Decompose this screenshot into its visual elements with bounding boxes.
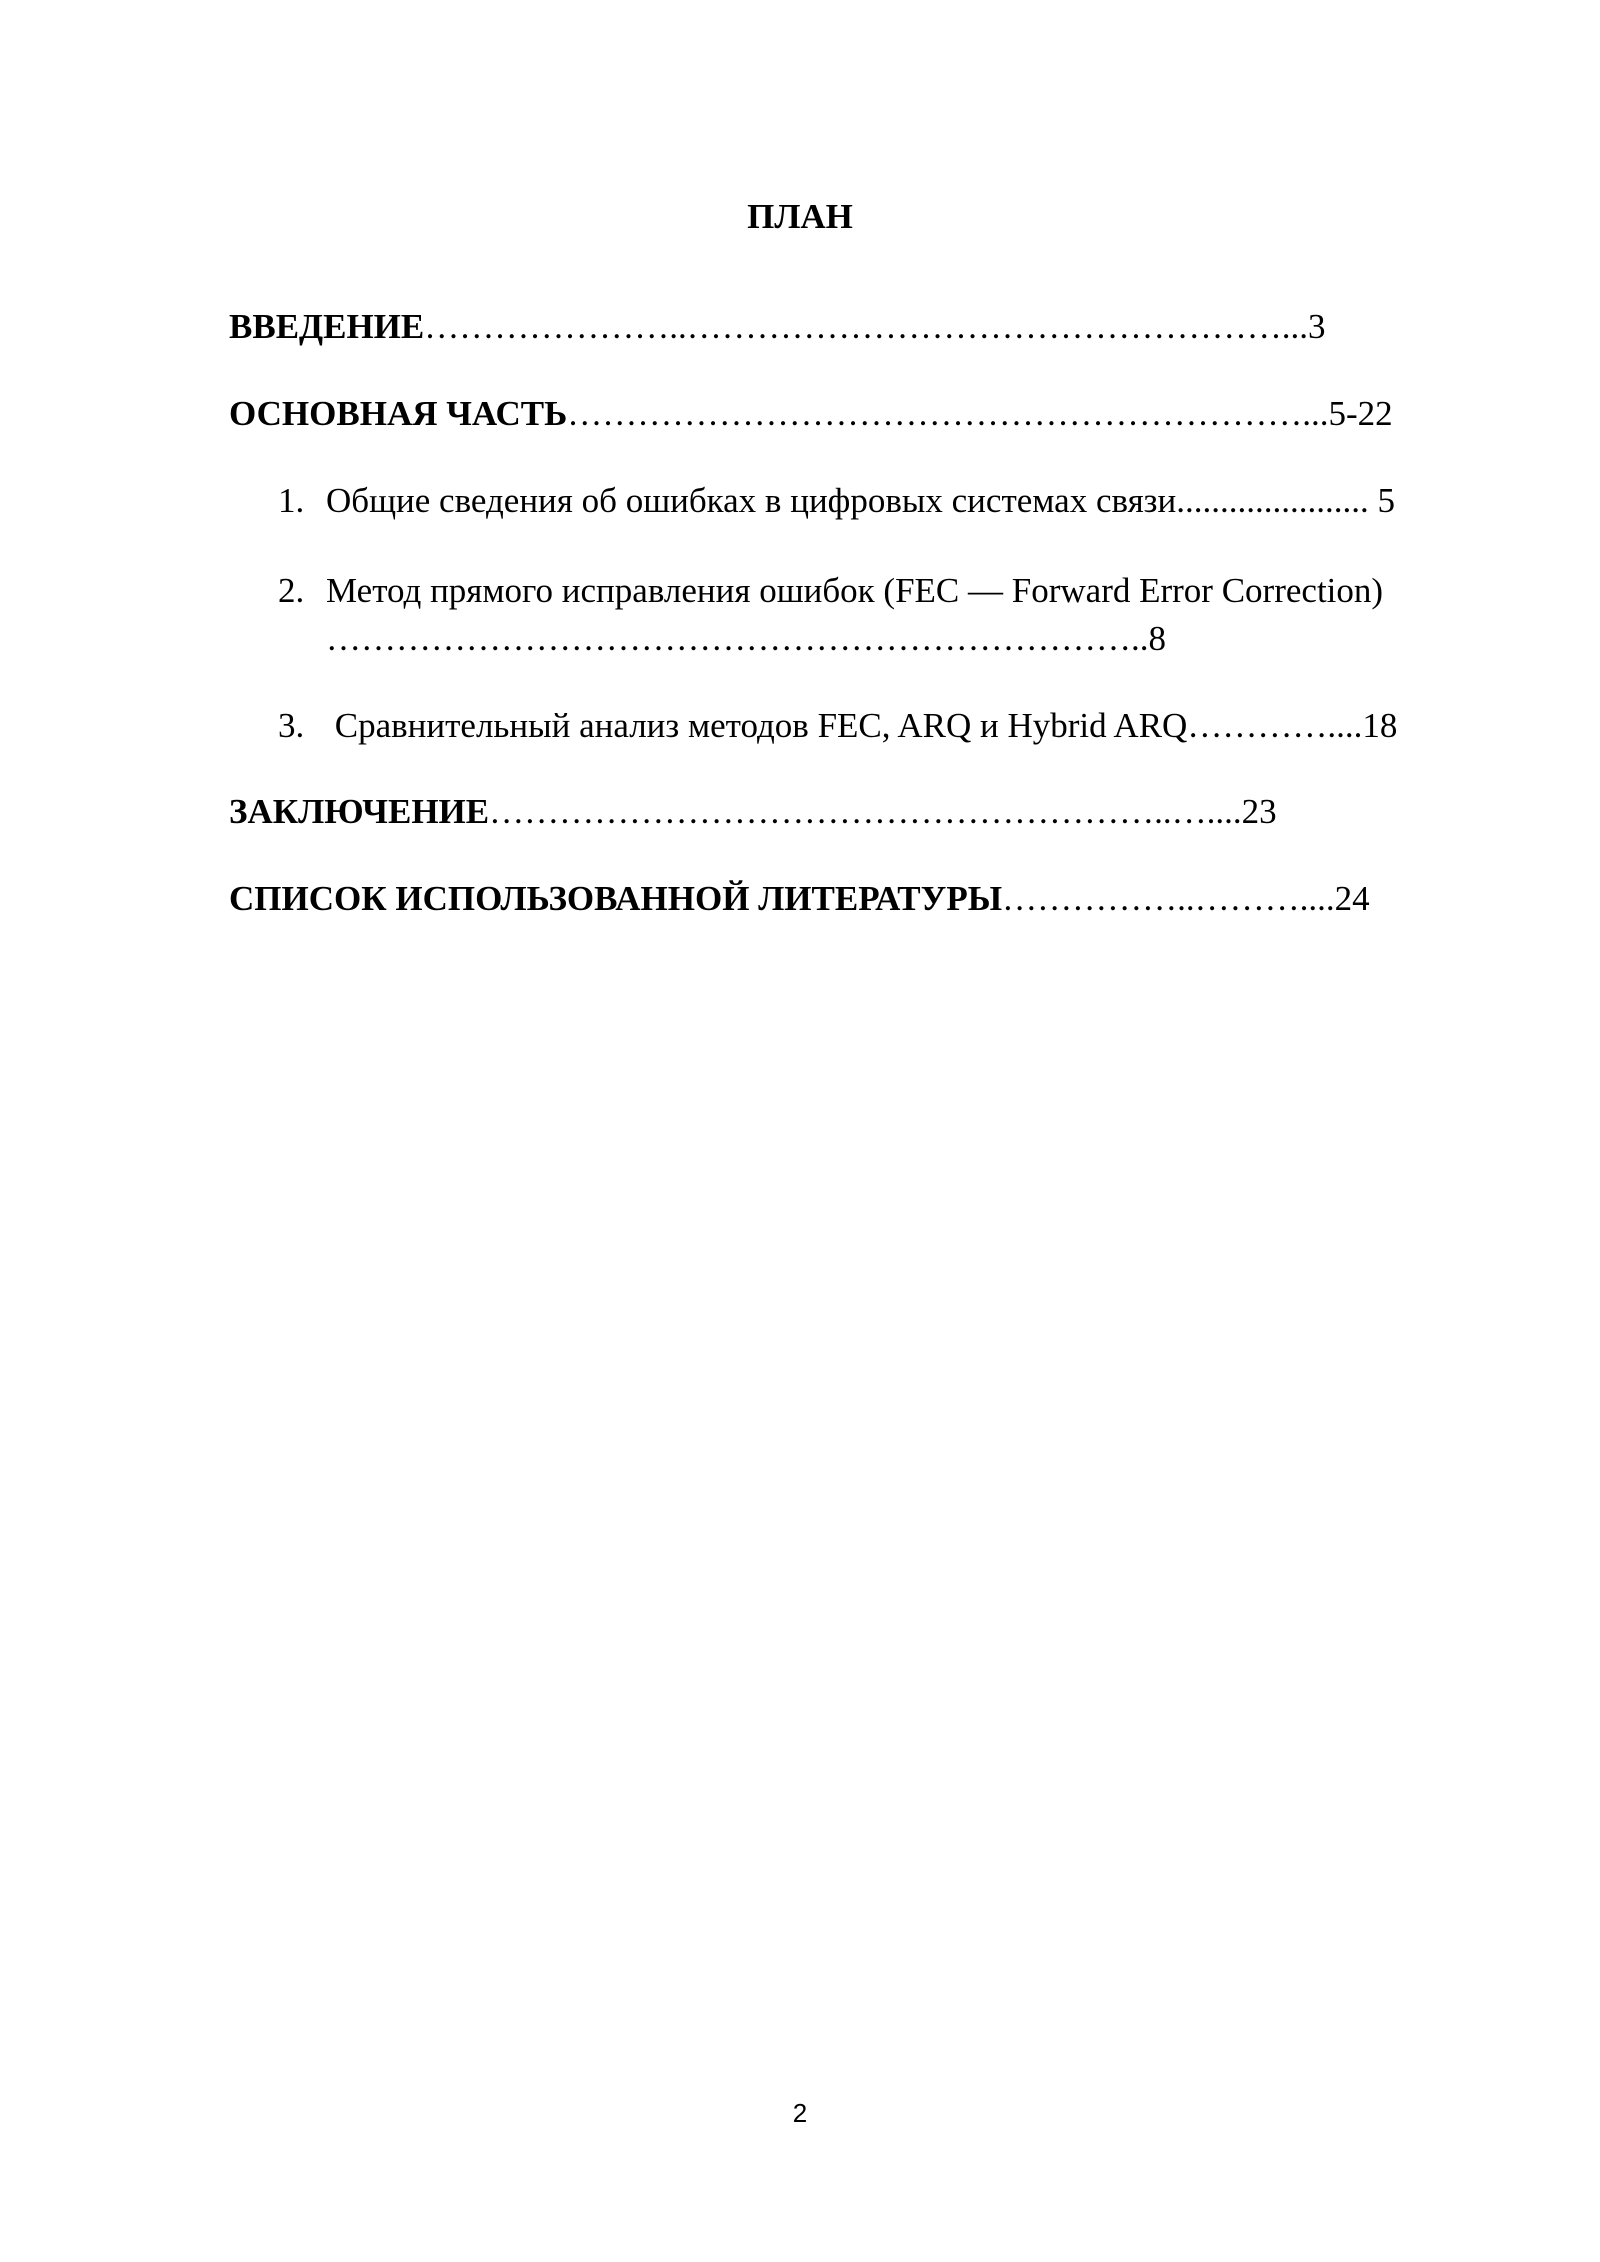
toc-subentry-2[interactable] <box>278 570 1383 612</box>
toc-leader-dots: ………….... <box>1187 706 1363 745</box>
toc-entry-label: ЗАКЛЮЧЕНИЕ <box>229 792 490 831</box>
toc-item-number: 1. <box>278 481 305 520</box>
toc-item-number: 3. <box>278 706 305 745</box>
toc-page-number: 5 <box>1377 481 1395 520</box>
page-title: ПЛАН <box>747 197 853 236</box>
toc-entry-label: ОСНОВНАЯ ЧАСТЬ <box>229 394 568 433</box>
toc-entry-main-part[interactable] <box>229 393 1393 435</box>
toc-subentry-1[interactable] <box>278 480 1395 522</box>
toc-entry-label: Метод прямого исправления ошибок (FEC — Forward Error Correction) <box>326 571 1384 610</box>
toc-subentry-2-continuation[interactable] <box>326 618 1166 660</box>
toc-page-number: 3 <box>1308 307 1326 346</box>
toc-page-number: 24 <box>1334 879 1370 918</box>
toc-page-number: 5-22 <box>1328 394 1393 433</box>
toc-leader-dots: ……………..……….... <box>1002 879 1335 918</box>
toc-page-number: 23 <box>1241 792 1277 831</box>
toc-item-number: 2. <box>278 571 305 610</box>
toc-entry-label: Общие сведения об ошибках в цифровых системах связи <box>326 481 1177 520</box>
toc-leader-dots: …………………..……………………………………………... <box>424 307 1309 346</box>
toc-entry-label: Сравнительный анализ методов FEC, ARQ и Hybrid ARQ <box>334 706 1188 745</box>
toc-page-number: 8 <box>1148 619 1166 658</box>
toc-entry-conclusion[interactable] <box>229 791 1277 833</box>
page-number: 2 <box>792 2098 808 2128</box>
toc-entry-label: ВВЕДЕНИЕ <box>229 307 425 346</box>
toc-subentry-3[interactable] <box>278 705 1397 747</box>
toc-leader-dots: …………………………………………………………….. <box>326 619 1149 658</box>
toc-page-number: 18 <box>1362 706 1398 745</box>
toc-leader-dots: ...................... <box>1176 481 1369 520</box>
toc-entry-references[interactable] <box>229 878 1370 920</box>
toc-leader-dots: ………………………………………………………... <box>567 394 1329 433</box>
toc-entry-label: СПИСОК ИСПОЛЬЗОВАННОЙ ЛИТЕРАТУРЫ <box>229 879 1003 918</box>
toc-entry-introduction[interactable] <box>229 306 1326 348</box>
toc-leader-dots: …………………………………………………..….... <box>489 792 1242 831</box>
